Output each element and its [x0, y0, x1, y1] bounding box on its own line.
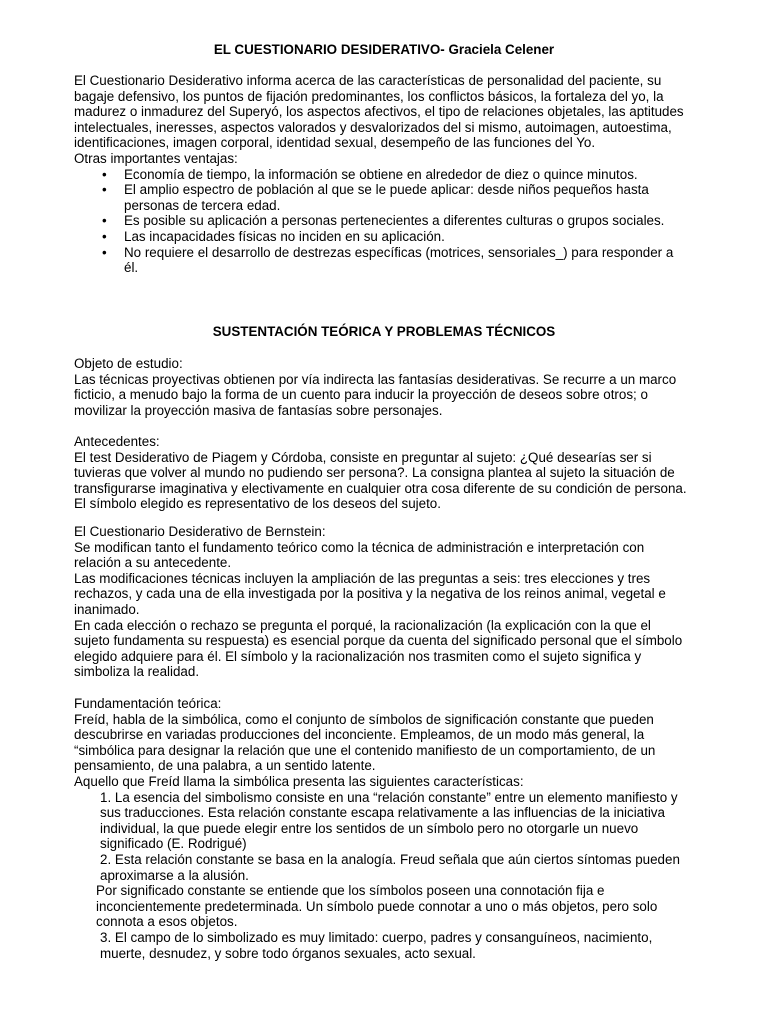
- bernstein-paragraph: Se modifican tanto el fundamento teórico como la técnica de administración e interpretación con relación a su antecedente.: [74, 539, 645, 571]
- fundamentacion-lead: Aquello que Freíd llama la simbólica presenta las siguientes características:: [74, 773, 524, 789]
- bernstein-heading: El Cuestionario Desiderativo de Bernstein:: [74, 524, 326, 539]
- characteristic-item: 3. El campo de lo simbolizado es muy limitado: cuerpo, padres y consanguíneos, nacimiento, muerte, desnudez, y sobre todo órganos sexuales, acto sexual.: [100, 929, 653, 961]
- antecedentes-text: El test Desiderativo de Piagem y Córdoba, consiste en preguntar al sujeto: ¿Qué desearías ser si tuvieras que volver al mundo no pudiendo ser persona?. La consigna plantea al sujeto la situación de transfigurarse imaginativa y electivamente en cualquier otra cosa diferente de su condición de persona. El símbolo elegido es representativo de los deseos del sujeto.: [74, 449, 687, 512]
- antecedentes-heading: Antecedentes:: [74, 434, 160, 449]
- fundamentacion-text: Freíd, habla de la simbólica, como el conjunto de símbolos de significación constante que pueden descubrirse en variadas producciones del inconciente. Empleamos, de un modo más general, la “simbólica para designar la relación que une el contenido manifiesto de un comportamiento, de un pensamiento, de una palabra, a un sentido latente.: [74, 711, 656, 774]
- bernstein-section: [74, 524, 688, 680]
- bernstein-paragraph: Las modificaciones técnicas incluyen la ampliación de las preguntas a seis: tres elecciones y tres rechazos, y cada una de ella investigada por la positiva y la negativa de los reinos animal, vegetal e inanimado.: [74, 570, 666, 617]
- advantage-item: • Economía de tiempo, la información se obtiene en alrededor de diez o quince minutos.: [74, 167, 688, 183]
- advantage-item: • No requiere el desarrollo de destrezas específicas (motrices, sensoriales_) para responder a él.: [74, 245, 688, 276]
- advantage-item: • Es posible su aplicación a personas pertenecientes a diferentes culturas o grupos sociales.: [74, 213, 688, 229]
- advantages-heading: Otras importantes ventajas:: [74, 150, 238, 166]
- advantage-item: • El amplio espectro de población al que se le puede aplicar: desde niños pequeños hasta personas de tercera edad.: [74, 182, 688, 213]
- objeto-section: [74, 356, 688, 418]
- section-title: SUSTENTACIÓN TEÓRICA Y PROBLEMAS TÉCNICOS: [212, 324, 556, 339]
- document-title: EL CUESTIONARIO DESIDERATIVO- Graciela Celener: [213, 42, 555, 57]
- advantages-list: [74, 167, 688, 276]
- fundamentacion-heading: Fundamentación teórica:: [74, 696, 222, 711]
- characteristic-item: 1. La esencia del simbolismo consiste en una “relación constante” entre un elemento manifiesto y sus traducciones. Esta relación constante escapa relativamente a las influencias de la iniciativa individual, la que puede elegir entre los sentidos de un símbolo pero no otorgarle un nuevo significado (E. Rodrigué): [100, 789, 678, 852]
- characteristic-item: 2. Esta relación constante se basa en la analogía. Freud señala que aún ciertos síntomas pueden aproximarse a la alusión.: [100, 851, 680, 883]
- characteristic-note: Por significado constante se entiende que los símbolos poseen una connotación fija e inconcientemente predeterminada. Un símbolo puede connotar a uno o más objetos, pero solo connota a esos objetos.: [96, 883, 658, 930]
- bernstein-paragraph: En cada elección o rechazo se pregunta el porqué, la racionalización (la explicación con la que el sujeto fundamenta su respuesta) es esencial porque da cuenta del significado personal que el símbolo elegido adquiere para él. El símbolo y la racionalización nos trasmiten como el sujeto significa y simboliza la realidad.: [74, 617, 683, 680]
- antecedentes-section: [74, 434, 688, 512]
- fundamentacion-section: [74, 696, 688, 961]
- objeto-heading: Objeto de estudio:: [74, 356, 183, 371]
- intro-paragraph: El Cuestionario Desiderativo informa acerca de las características de personalidad del paciente, su bagaje defensivo, los puntos de fijación predominantes, los conflictos básicos, la fortaleza del yo, la madurez o inmadurez del Superyó, los aspectos afectivos, el tipo de relaciones objetales, las aptitudes intelectuales, ineresses, aspectos valorados y desvalorizados del si mismo, autoimagen, autoestima, identificaciones, imagen corporal, identidad sexual, desempeño de las funciones del Yo.: [74, 73, 684, 151]
- intro-section: [74, 73, 688, 276]
- objeto-text: Las técnicas proyectivas obtienen por vía indirecta las fantasías desiderativas. Se recurre a un marco ficticio, a menudo bajo la forma de un cuento para inducir la proyección de deseos sobre otros; o movilizar la proyección masiva de fantasías sobre personajes.: [74, 371, 677, 418]
- advantage-item: • Las incapacidades físicas no inciden en su aplicación.: [74, 229, 688, 245]
